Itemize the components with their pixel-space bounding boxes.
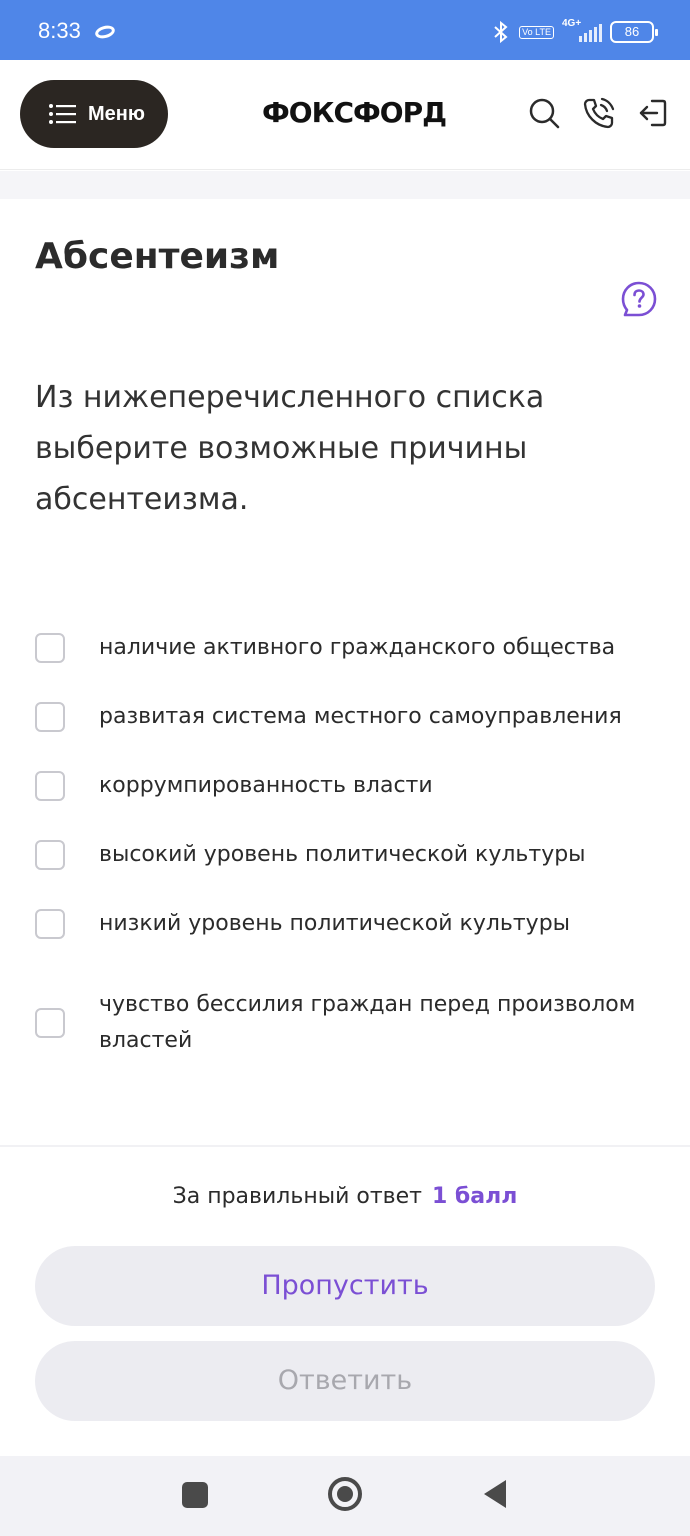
volte-badge: Vo LTE	[519, 26, 554, 39]
logout-icon[interactable]	[636, 96, 670, 130]
option-label: коррумпированность власти	[99, 773, 433, 798]
status-ring-icon	[94, 24, 116, 41]
battery-icon: 86	[610, 21, 654, 43]
option-checkbox[interactable]	[35, 702, 65, 732]
option-item[interactable]	[35, 768, 675, 804]
menu-button[interactable]	[20, 80, 168, 148]
menu-label: Меню	[88, 102, 145, 125]
search-icon[interactable]	[527, 96, 561, 130]
option-label: наличие активного гражданского общества	[99, 635, 616, 660]
recents-icon[interactable]	[182, 1482, 208, 1508]
answer-button[interactable]: Ответить	[35, 1341, 655, 1421]
home-icon[interactable]	[328, 1477, 362, 1511]
footer-divider	[0, 1145, 690, 1147]
option-checkbox[interactable]	[35, 633, 65, 663]
option-item[interactable]	[35, 699, 675, 735]
option-label: низкий уровень политической культуры	[99, 911, 571, 936]
phone-icon[interactable]	[582, 96, 616, 130]
option-label: развитая система местного самоуправления	[99, 704, 622, 729]
status-time: 8:33	[38, 18, 81, 43]
option-checkbox[interactable]	[35, 771, 65, 801]
option-checkbox[interactable]	[35, 909, 65, 939]
skip-button[interactable]: Пропустить	[35, 1246, 655, 1326]
network-type: 4G+	[562, 18, 582, 29]
score-label: За правильный ответ	[172, 1184, 422, 1209]
status-icons	[491, 18, 654, 46]
option-item[interactable]	[35, 630, 675, 666]
header-divider	[0, 171, 690, 199]
task-title: Абсентеизм	[35, 236, 280, 277]
option-label: высокий уровень политической культуры	[99, 842, 586, 867]
help-bubble-icon[interactable]	[620, 280, 658, 318]
option-item[interactable]	[35, 987, 675, 1059]
option-checkbox[interactable]	[35, 840, 65, 870]
signal-icon	[562, 20, 602, 44]
foxford-logo[interactable]: ФОКСФОРД	[262, 96, 447, 129]
status-bar	[0, 0, 690, 60]
system-nav-bar	[0, 1456, 690, 1536]
bluetooth-icon	[491, 20, 511, 44]
menu-list-icon	[48, 103, 78, 125]
score-info	[0, 1184, 690, 1209]
app-header	[0, 60, 690, 170]
option-item[interactable]	[35, 837, 675, 873]
option-label: чувство бессилия граждан перед произволом властей	[99, 992, 636, 1053]
score-value: 1 балл	[431, 1184, 518, 1209]
option-item[interactable]	[35, 906, 675, 942]
question-text: Из нижеперечисленного списка выберите возможные причины абсентеизма.	[35, 380, 545, 517]
option-checkbox[interactable]	[35, 1008, 65, 1038]
back-icon[interactable]	[484, 1480, 506, 1508]
